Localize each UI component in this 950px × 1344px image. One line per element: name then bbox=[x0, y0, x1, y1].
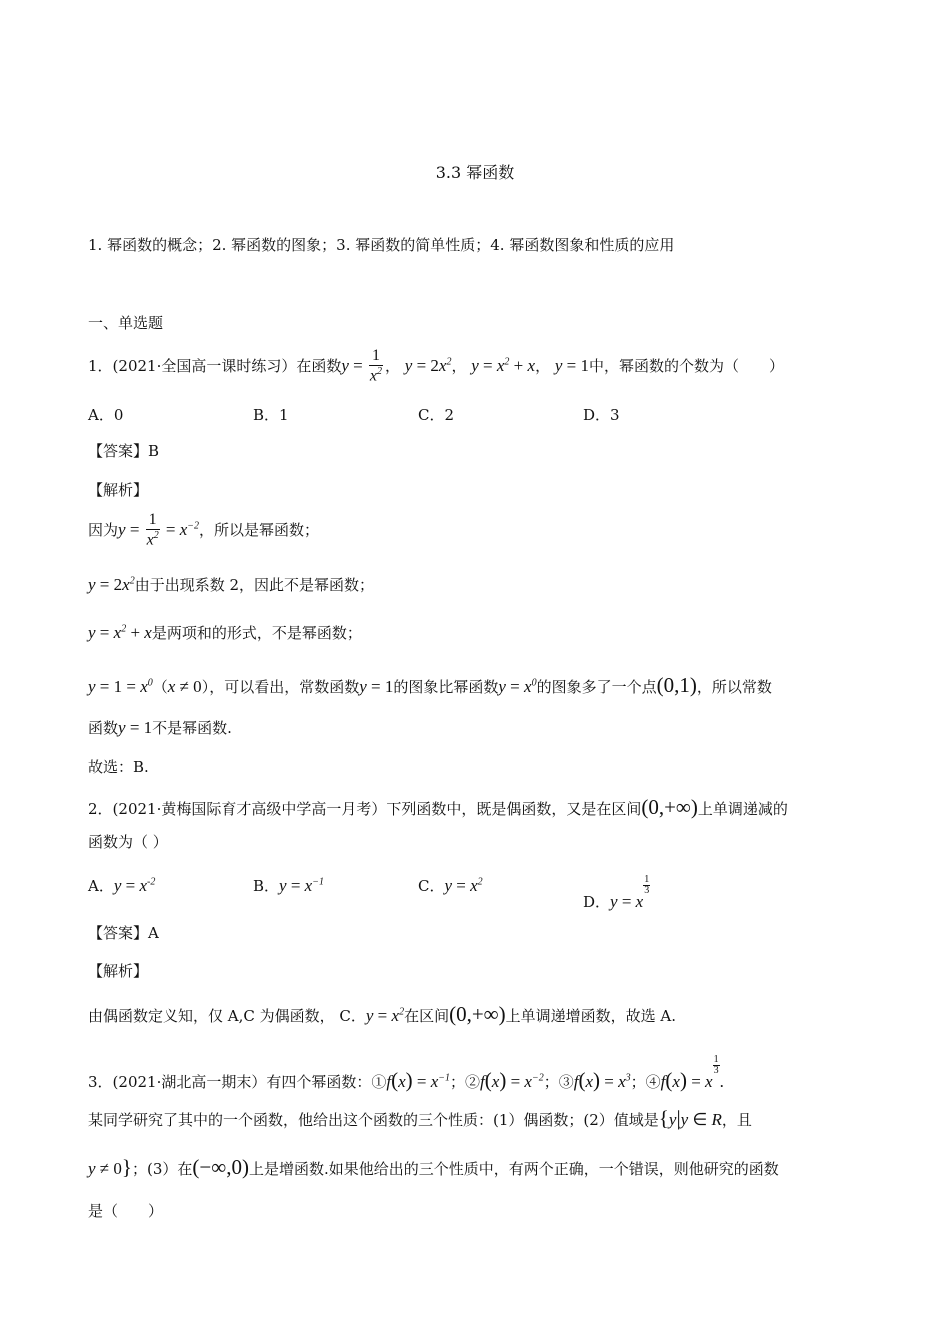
question-3-stem: 3．(2021·湖北高一期末）有四个幂函数：①f(x) = $x^{-1}$；②f(x) = $x^{-2}$；③f(x) = $x^3$；④f(x) = x $\frac{1}{3}$ . bbox=[88, 1054, 724, 1092]
q2-option-d: D．y = x $\frac{1}{3}$ bbox=[583, 874, 650, 911]
question-3-line-4: 是（ ） bbox=[88, 1202, 164, 1220]
learning-objectives: 1. 幂函数的概念；2. 幂函数的图象；3. 幂函数的简单性质；4. 幂函数图象和性质的应用 bbox=[88, 236, 675, 254]
page-title: 3.3 幂函数 bbox=[435, 163, 515, 182]
q2-option-b: B．$y = x^{-1}$ bbox=[253, 876, 324, 895]
q2-option-c: C．$y = x^2$ bbox=[418, 876, 483, 895]
section-heading: 一、单选题 bbox=[88, 314, 164, 332]
q1-analysis-line-5: 函数y = 1不是幂函数. bbox=[88, 718, 232, 737]
q1-option-c: C．2 bbox=[418, 406, 455, 424]
q1-analysis-label: 【解析】 bbox=[88, 481, 149, 499]
question-3-line-3: y ≠ 0}；(3）在(−∞,0)上是增函数.如果他给出的三个性质中，有两个正确，一个错误，则他研究的函数 bbox=[88, 1155, 779, 1179]
q2-answer: 【答案】A bbox=[88, 924, 159, 942]
q1-option-a: A．0 bbox=[88, 406, 124, 424]
question-2-stem: 2．(2021·黄梅国际育才高级中学高一月考）下列函数中，既是偶函数，又是在区间(0,+∞)上单调递减的 bbox=[88, 795, 788, 819]
question-3-line-2: 某同学研究了其中的一个函数，他给出这个函数的三个性质：(1）偶函数；(2）值域是{y|y ∈ R，且 bbox=[88, 1106, 752, 1130]
q1-conclusion: 故选：B. bbox=[88, 758, 149, 776]
q1-option-b: B．1 bbox=[253, 406, 289, 424]
q1-analysis-line-2: $y = 2x^2$由于出现系数 2，因此不是幂函数； bbox=[88, 575, 375, 594]
q2-analysis-line-1: 由偶函数定义知，仅 A,C 为偶函数， C．$y = x^2$在区间(0,+∞)上单调递增函数，故选 A. bbox=[88, 1002, 677, 1026]
q1-analysis-line-1: 因为y = $\frac{1}{x^2}$ = $x^{-2}$，所以是幂函数； bbox=[88, 511, 320, 549]
q1-option-d: D．3 bbox=[583, 406, 620, 424]
q2-option-a: A．$y = x^{-2}$ bbox=[88, 876, 156, 895]
question-1-stem: 1．(2021·全国高一课时练习）在函数y = $\frac{1}{x^2}$ ， $y = 2x^2$， $y = x^2 + x$， y = 1中，幂函数的个数为（ ） bbox=[88, 347, 784, 385]
q1-answer: 【答案】B bbox=[88, 442, 160, 460]
q1-analysis-line-4: $y = 1 = x^0(x \ne 0)$，可以看出，常数函数y = 1的图象比幂函数$y = x^0$的图象多了一个点(0,1)，所以常数 bbox=[88, 673, 772, 697]
question-2-stem-line-2: 函数为（ ） bbox=[88, 833, 168, 851]
q1-analysis-line-3: $y = x^2 + x$是两项和的形式，不是幂函数； bbox=[88, 623, 362, 642]
q2-analysis-label: 【解析】 bbox=[88, 962, 149, 980]
